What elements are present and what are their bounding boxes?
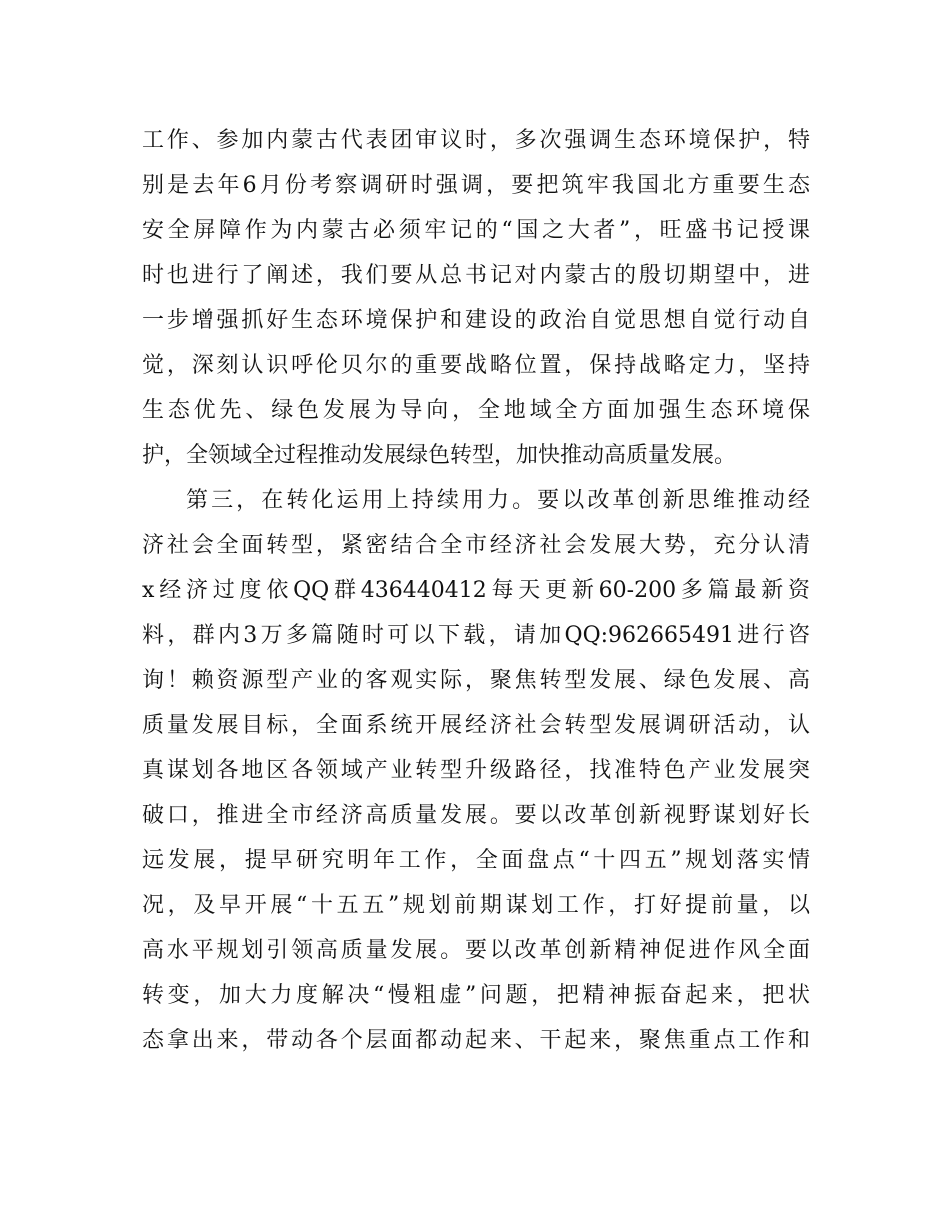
text-line: 质量发展目标，全面系统开展经济社会转型发展调研活动，认: [142, 713, 810, 738]
text-line: 生态优先、绿色发展为导向，全地域全方面加强生态环境保: [142, 398, 810, 423]
text-line: 态拿出来，带动各个层面都动起来、干起来，聚焦重点工作和: [142, 1028, 810, 1053]
text-line: 觉，深刻认识呼伦贝尔的重要战略位置，保持战略定力，坚持: [142, 353, 810, 378]
text-line: 询！赖资源型产业的客观实际，聚焦转型发展、绿色发展、高: [142, 668, 810, 693]
text-line: 工作、参加内蒙古代表团审议时，多次强调生态环境保护，特: [142, 128, 810, 153]
text-line: 转变，加大力度解决“慢粗虚”问题，把精神振奋起来，把状: [142, 983, 810, 1008]
body-text: [142, 118, 810, 1063]
text-line: 况，及早开展“十五五”规划前期谋划工作，打好提前量，以: [142, 893, 810, 918]
text-line: 济社会全面转型，紧密结合全市经济社会发展大势，充分认清: [142, 533, 810, 558]
text-line: 别是去年6月份考察调研时强调，要把筑牢我国北方重要生态: [142, 173, 810, 198]
paragraph-start-line: 第三，在转化运用上持续用力。要以改革创新思维推动经: [186, 488, 810, 513]
text-line: 高水平规划引领高质量发展。要以改革创新精神促进作风全面: [142, 938, 810, 963]
text-line: 时也进行了阐述，我们要从总书记对内蒙古的殷切期望中，进: [142, 263, 810, 288]
text-line: 安全屏障作为内蒙古必须牢记的“国之大者”，旺盛书记授课: [142, 218, 810, 243]
text-line: 远发展，提早研究明年工作，全面盘点“十四五”规划落实情: [142, 848, 810, 873]
text-line: x经济过度依QQ群436440412每天更新60-200多篇最新资: [142, 578, 810, 603]
text-line: 破口，推进全市经济高质量发展。要以改革创新视野谋划好长: [142, 803, 810, 828]
text-line: 一步增强抓好生态环境保护和建设的政治自觉思想自觉行动自: [142, 308, 810, 333]
paragraph-end-line: 护，全领域全过程推动发展绿色转型，加快推动高质量发展。: [142, 443, 737, 468]
text-line: 料，群内3万多篇随时可以下载，请加QQ:962665491进行咨: [142, 623, 810, 648]
text-line: 真谋划各地区各领域产业转型升级路径，找准特色产业发展突: [142, 758, 810, 783]
